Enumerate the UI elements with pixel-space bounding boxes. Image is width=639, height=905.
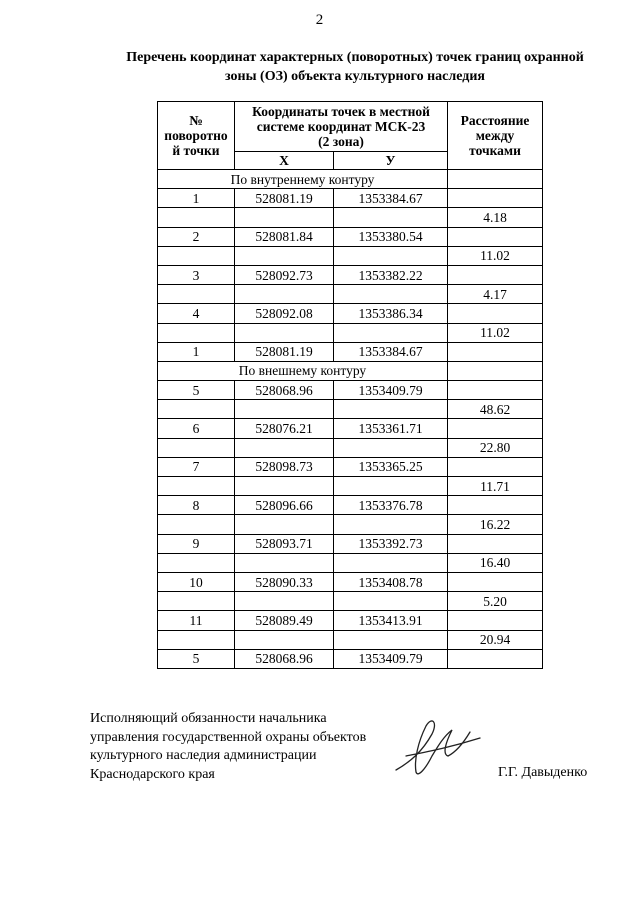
- table-row: [158, 572, 543, 591]
- table-cell: [235, 246, 334, 265]
- point-number-cell: 3: [158, 265, 235, 284]
- table-cell: [334, 208, 448, 227]
- section-row: [158, 170, 543, 189]
- x-coordinate-cell: 528096.66: [235, 496, 334, 515]
- x-coordinate-cell: 528081.19: [235, 342, 334, 361]
- point-number-cell: 2: [158, 227, 235, 246]
- document-title: [95, 48, 615, 86]
- header-coords-line: (2 зона): [318, 134, 364, 149]
- x-coordinate-cell: 528089.49: [235, 611, 334, 630]
- y-coordinate-cell: 1353392.73: [334, 534, 448, 553]
- distance-row: [158, 438, 543, 457]
- table-row: [158, 265, 543, 284]
- header-distance-line: точками: [469, 143, 521, 158]
- table-row: [158, 419, 543, 438]
- table-row: [158, 611, 543, 630]
- distance-cell: 11.02: [448, 323, 543, 342]
- table-cell: [448, 342, 543, 361]
- distance-row: [158, 208, 543, 227]
- title-line-2: зоны (ОЗ) объекта культурного наследия: [225, 69, 485, 84]
- table-cell: [334, 477, 448, 496]
- table-cell: [158, 630, 235, 649]
- point-number-cell: 5: [158, 649, 235, 668]
- table-row: [158, 304, 543, 323]
- table-cell: [334, 400, 448, 419]
- section-label: По внутреннему контуру: [158, 170, 448, 189]
- table-cell: [448, 227, 543, 246]
- table-cell: [334, 323, 448, 342]
- point-number-cell: 8: [158, 496, 235, 515]
- point-number-cell: 11: [158, 611, 235, 630]
- table-cell: [448, 457, 543, 476]
- point-number-cell: 10: [158, 572, 235, 591]
- header-x: X: [235, 152, 334, 170]
- table-row: [158, 342, 543, 361]
- table-cell: [448, 170, 543, 189]
- table-cell: [235, 400, 334, 419]
- table-cell: [235, 592, 334, 611]
- table-cell: [235, 553, 334, 572]
- table-body: [158, 170, 543, 669]
- table-cell: [448, 189, 543, 208]
- table-cell: [235, 515, 334, 534]
- x-coordinate-cell: 528076.21: [235, 419, 334, 438]
- header-point-line: №: [189, 113, 203, 128]
- y-coordinate-cell: 1353384.67: [334, 189, 448, 208]
- header-distance: [448, 102, 543, 170]
- title-line-1: Перечень координат характерных (поворотных) точек границ охранной: [126, 50, 584, 65]
- header-distance-line: между: [475, 128, 515, 143]
- point-number-cell: 7: [158, 457, 235, 476]
- table-cell: [448, 649, 543, 668]
- distance-cell: 4.18: [448, 208, 543, 227]
- x-coordinate-cell: 528068.96: [235, 649, 334, 668]
- table-cell: [235, 438, 334, 457]
- table-row: [158, 457, 543, 476]
- table-row: [158, 227, 543, 246]
- point-number-cell: 5: [158, 381, 235, 400]
- header-point-number: [158, 102, 235, 170]
- x-coordinate-cell: 528068.96: [235, 381, 334, 400]
- signatory-line: Краснодарского края: [90, 766, 215, 782]
- section-label: По внешнему контуру: [158, 361, 448, 380]
- table-cell: [158, 515, 235, 534]
- table-row: [158, 496, 543, 515]
- signatory-line: Исполняющий обязанности начальника: [90, 711, 327, 726]
- header-y: У: [334, 152, 448, 170]
- table-cell: [448, 572, 543, 591]
- table-cell: [448, 381, 543, 400]
- table-cell: [448, 304, 543, 323]
- x-coordinate-cell: 528090.33: [235, 572, 334, 591]
- y-coordinate-cell: 1353409.79: [334, 381, 448, 400]
- table-cell: [158, 323, 235, 342]
- x-coordinate-cell: 528081.19: [235, 189, 334, 208]
- table-row: [158, 381, 543, 400]
- table-cell: [158, 438, 235, 457]
- table-cell: [334, 438, 448, 457]
- table-row: [158, 189, 543, 208]
- handwritten-signature: [392, 712, 484, 782]
- table-cell: [448, 265, 543, 284]
- table-cell: [334, 630, 448, 649]
- distance-row: [158, 246, 543, 265]
- x-coordinate-cell: 528098.73: [235, 457, 334, 476]
- table-cell: [158, 400, 235, 419]
- section-row: [158, 361, 543, 380]
- x-coordinate-cell: 528092.08: [235, 304, 334, 323]
- distance-cell: 48.62: [448, 400, 543, 419]
- table-cell: [235, 630, 334, 649]
- x-coordinate-cell: 528093.71: [235, 534, 334, 553]
- header-coordinates: [235, 102, 448, 152]
- table-cell: [334, 285, 448, 304]
- table-cell: [158, 477, 235, 496]
- table-cell: [158, 592, 235, 611]
- point-number-cell: 1: [158, 342, 235, 361]
- table-cell: [158, 285, 235, 304]
- signatory-position: [90, 710, 366, 784]
- table-cell: [448, 496, 543, 515]
- header-point-line: поворотно: [164, 128, 228, 143]
- distance-cell: 11.71: [448, 477, 543, 496]
- distance-cell: 16.40: [448, 553, 543, 572]
- point-number-cell: 1: [158, 189, 235, 208]
- point-number-cell: 6: [158, 419, 235, 438]
- distance-row: [158, 400, 543, 419]
- signatory-line: культурного наследия администрации: [90, 748, 317, 763]
- y-coordinate-cell: 1353386.34: [334, 304, 448, 323]
- header-coords-line: Координаты точек в местной: [252, 104, 430, 119]
- table-row: [158, 534, 543, 553]
- table-row: [158, 649, 543, 668]
- point-number-cell: 9: [158, 534, 235, 553]
- table-cell: [448, 611, 543, 630]
- table-cell: [158, 553, 235, 572]
- distance-cell: 11.02: [448, 246, 543, 265]
- page-number: 2: [315, 12, 324, 28]
- y-coordinate-cell: 1353382.22: [334, 265, 448, 284]
- signatory-line: управления государственной охраны объектов: [90, 729, 367, 745]
- y-coordinate-cell: 1353413.91: [334, 611, 448, 630]
- table-cell: [235, 208, 334, 227]
- table-cell: [448, 419, 543, 438]
- distance-cell: 20.94: [448, 630, 543, 649]
- distance-cell: 5.20: [448, 592, 543, 611]
- x-coordinate-cell: 528081.84: [235, 227, 334, 246]
- table-cell: [334, 246, 448, 265]
- table-cell: [448, 534, 543, 553]
- header-coords-line: системе координат МСК-23: [256, 119, 426, 134]
- table-cell: [334, 515, 448, 534]
- table-cell: [235, 477, 334, 496]
- y-coordinate-cell: 1353365.25: [334, 457, 448, 476]
- distance-cell: 16.22: [448, 515, 543, 534]
- x-coordinate-cell: 528092.73: [235, 265, 334, 284]
- y-coordinate-cell: 1353361.71: [334, 419, 448, 438]
- distance-row: [158, 285, 543, 304]
- distance-row: [158, 515, 543, 534]
- y-coordinate-cell: 1353408.78: [334, 572, 448, 591]
- header-distance-line: Расстояние: [460, 113, 530, 128]
- table-cell: [448, 361, 543, 380]
- y-coordinate-cell: 1353384.67: [334, 342, 448, 361]
- point-number-cell: 4: [158, 304, 235, 323]
- table-cell: [158, 246, 235, 265]
- y-coordinate-cell: 1353376.78: [334, 496, 448, 515]
- distance-row: [158, 592, 543, 611]
- distance-row: [158, 553, 543, 572]
- coordinates-table: [157, 101, 543, 669]
- signatory-name: Г.Г. Давыденко: [498, 765, 588, 780]
- table-cell: [235, 285, 334, 304]
- table-cell: [235, 323, 334, 342]
- table-cell: [158, 208, 235, 227]
- table-cell: [334, 592, 448, 611]
- y-coordinate-cell: 1353380.54: [334, 227, 448, 246]
- header-point-line: й точки: [172, 143, 220, 158]
- distance-cell: 4.17: [448, 285, 543, 304]
- distance-cell: 22.80: [448, 438, 543, 457]
- y-coordinate-cell: 1353409.79: [334, 649, 448, 668]
- table-cell: [334, 553, 448, 572]
- distance-row: [158, 630, 543, 649]
- distance-row: [158, 323, 543, 342]
- distance-row: [158, 477, 543, 496]
